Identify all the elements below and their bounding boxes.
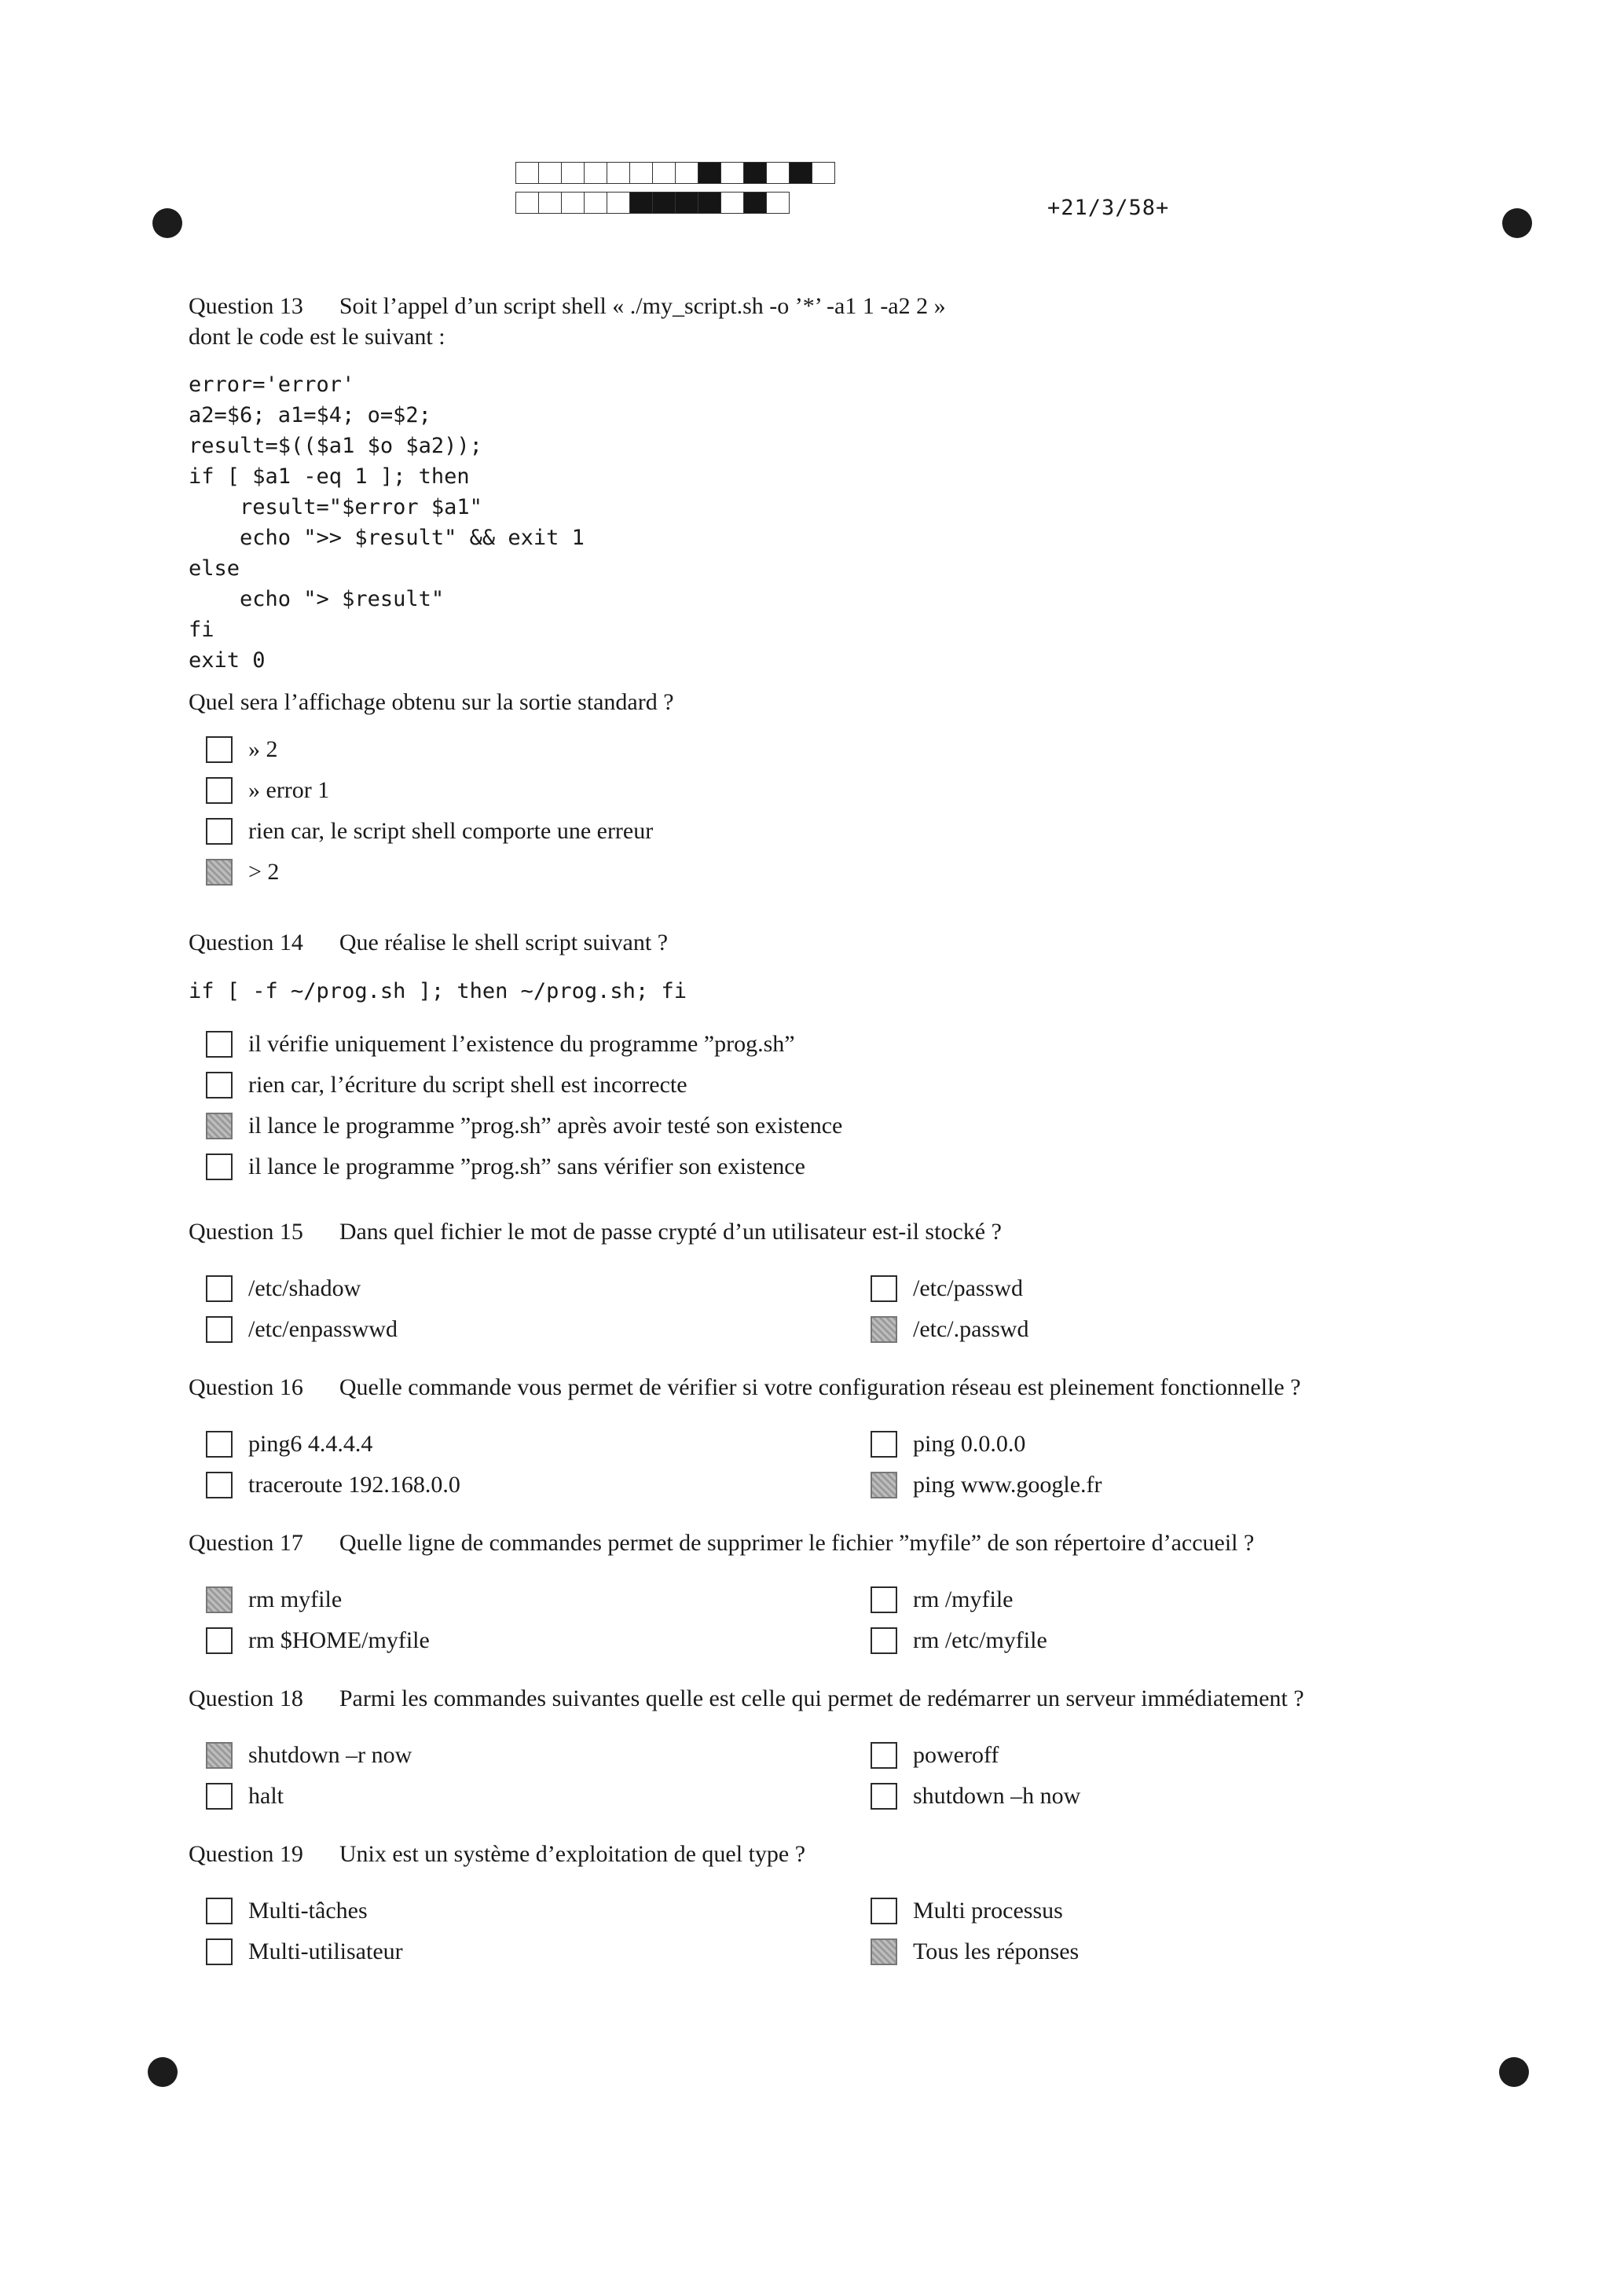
answer-label: Multi-tâches — [248, 1898, 368, 1924]
question-number: Question 13 — [189, 293, 303, 319]
answer-checkbox[interactable] — [871, 1472, 897, 1498]
barcode-cell — [584, 192, 607, 214]
answer-checkbox[interactable] — [206, 1154, 233, 1180]
barcode-cell — [812, 162, 835, 184]
answer-option — [189, 1268, 853, 1309]
answer-checkbox[interactable] — [206, 1031, 233, 1058]
barcode-cell — [743, 192, 767, 214]
answer-checkbox[interactable] — [871, 1431, 897, 1458]
answer-checkbox[interactable] — [871, 1742, 897, 1769]
answer-option — [853, 1309, 1403, 1350]
answer-checkbox[interactable] — [871, 1275, 897, 1302]
question-text: Parmi les commandes suivantes quelle est celle qui permet de redémarrer un serveur immédiatement ? — [339, 1685, 1304, 1711]
answer-label: rien car, le script shell comporte une erreur — [248, 818, 654, 844]
question-16 — [189, 1372, 1461, 1506]
barcode-cell — [789, 162, 812, 184]
question-header — [189, 1683, 1461, 1715]
registration-mark-top-left — [152, 208, 182, 238]
answer-option — [189, 852, 1461, 893]
code-listing: if [ -f ~/prog.sh ]; then ~/prog.sh; fi — [189, 979, 687, 1003]
question-14 — [189, 927, 1461, 1187]
barcode-cell — [515, 162, 539, 184]
answer-label: shutdown –h now — [913, 1783, 1081, 1809]
question-text: Dans quel fichier le mot de passe crypté d’un utilisateur est-il stocké ? — [339, 1219, 1002, 1245]
answer-label: shutdown –r now — [248, 1742, 412, 1768]
answer-option — [189, 1146, 1461, 1187]
answer-option — [853, 1579, 1403, 1620]
answer-option — [189, 811, 1461, 852]
answer-label: /etc/.passwd — [913, 1316, 1029, 1342]
answer-checkbox[interactable] — [871, 1316, 897, 1343]
question-text: Quelle ligne de commandes permet de supprimer le fichier ”myfile” de son répertoire d’accueil ? — [339, 1530, 1255, 1556]
answer-option — [853, 1735, 1403, 1776]
answer-checkbox[interactable] — [206, 1072, 233, 1098]
answer-label: ping www.google.fr — [913, 1472, 1102, 1498]
question-number: Question 16 — [189, 1374, 303, 1400]
answer-label: il lance le programme ”prog.sh” après avoir testé son existence — [248, 1113, 843, 1139]
question-17 — [189, 1528, 1461, 1661]
barcode-cell — [766, 162, 790, 184]
question-header — [189, 1372, 1461, 1403]
question-text: Unix est un système d’exploitation de quel type ? — [339, 1841, 806, 1867]
answer-option — [853, 1891, 1403, 1931]
answer-checkbox[interactable] — [206, 1898, 233, 1924]
barcode-cell — [652, 192, 676, 214]
question-18 — [189, 1683, 1461, 1817]
question-header — [189, 1839, 1461, 1870]
question-text: Soit l’appel d’un script shell « ./my_script.sh -o ’*’ -a1 1 -a2 2 » — [339, 293, 946, 319]
question-header — [189, 291, 1461, 322]
question-number: Question 14 — [189, 930, 303, 955]
answer-option — [189, 729, 1461, 770]
answer-option — [853, 1931, 1403, 1972]
answer-checkbox[interactable] — [206, 1275, 233, 1302]
answer-option — [853, 1776, 1403, 1817]
question-19 — [189, 1839, 1461, 1972]
answer-checkbox[interactable] — [206, 777, 233, 804]
answer-checkbox[interactable] — [206, 818, 233, 845]
answer-list — [189, 1579, 1461, 1661]
barcode-cell — [629, 192, 653, 214]
answer-option — [853, 1465, 1403, 1506]
barcode-cell — [538, 192, 562, 214]
answer-label: traceroute 192.168.0.0 — [248, 1472, 460, 1498]
barcode-cell — [766, 192, 790, 214]
barcode-cell — [675, 162, 698, 184]
question-header — [189, 927, 1461, 959]
question-number: Question 18 — [189, 1685, 303, 1711]
answer-label: /etc/passwd — [913, 1275, 1023, 1301]
barcode-cell — [607, 162, 630, 184]
barcode-cell — [561, 162, 585, 184]
answer-option — [189, 1735, 853, 1776]
answer-checkbox[interactable] — [206, 1627, 233, 1654]
answer-checkbox[interactable] — [871, 1586, 897, 1613]
question-number: Question 19 — [189, 1841, 303, 1867]
barcode-cell — [561, 192, 585, 214]
answer-checkbox[interactable] — [206, 1742, 233, 1769]
answer-list — [189, 1424, 1461, 1506]
answer-label: > 2 — [248, 859, 280, 885]
question-header — [189, 1216, 1461, 1248]
answer-list — [189, 1268, 1461, 1350]
barcode-cell — [675, 192, 698, 214]
answer-label: il vérifie uniquement l’existence du programme ”prog.sh” — [248, 1031, 795, 1057]
barcode-cell — [629, 162, 653, 184]
answer-option — [853, 1424, 1403, 1465]
answer-label: poweroff — [913, 1742, 999, 1768]
barcode-cell — [743, 162, 767, 184]
barcode-cell — [652, 162, 676, 184]
answer-option — [189, 1891, 853, 1931]
answer-option — [189, 1424, 853, 1465]
answer-label: » 2 — [248, 736, 278, 762]
answer-label: halt — [248, 1783, 284, 1809]
answer-checkbox[interactable] — [871, 1783, 897, 1810]
answer-option — [853, 1620, 1403, 1661]
answer-label: rm myfile — [248, 1586, 343, 1612]
barcode-cell — [515, 192, 539, 214]
answer-label: /etc/enpasswwd — [248, 1316, 398, 1342]
barcode-row — [515, 162, 834, 185]
answer-checkbox[interactable] — [871, 1898, 897, 1924]
answer-checkbox[interactable] — [206, 1586, 233, 1613]
answer-label: rm $HOME/myfile — [248, 1627, 430, 1653]
question-prompt: Quel sera l’affichage obtenu sur la sortie standard ? — [189, 689, 674, 715]
barcode-cell — [538, 162, 562, 184]
answer-checkbox[interactable] — [206, 1783, 233, 1810]
answer-checkbox[interactable] — [206, 859, 233, 886]
answer-label: rm /etc/myfile — [913, 1627, 1047, 1653]
registration-mark-bottom-left — [148, 2057, 178, 2087]
answer-label: » error 1 — [248, 777, 330, 803]
answer-option — [189, 770, 1461, 811]
question-text: Que réalise le shell script suivant ? — [339, 930, 669, 955]
barcode-row — [515, 192, 834, 215]
answer-option — [853, 1268, 1403, 1309]
barcode-cell — [698, 162, 721, 184]
answer-label: Multi-utilisateur — [248, 1938, 403, 1964]
question-text: Quelle commande vous permet de vérifier si votre configuration réseau est pleinement fonctionnelle ? — [339, 1374, 1301, 1400]
answer-list — [189, 1024, 1461, 1187]
answer-option — [189, 1106, 1461, 1146]
barcode-cell — [584, 162, 607, 184]
answer-label: /etc/shadow — [248, 1275, 361, 1301]
barcode-cell — [720, 162, 744, 184]
answer-list — [189, 729, 1461, 893]
question-number: Question 15 — [189, 1219, 303, 1245]
question-header — [189, 1528, 1461, 1559]
registration-mark-top-right — [1502, 208, 1532, 238]
answer-checkbox[interactable] — [206, 736, 233, 763]
answer-option — [189, 1065, 1461, 1106]
answer-checkbox[interactable] — [206, 1316, 233, 1343]
question-number: Question 17 — [189, 1530, 303, 1556]
answer-checkbox[interactable] — [206, 1938, 233, 1965]
page-identifier: +21/3/58+ — [1047, 196, 1170, 220]
answer-label: Multi processus — [913, 1898, 1063, 1924]
registration-mark-bottom-right — [1499, 2057, 1529, 2087]
answer-checkbox[interactable] — [206, 1431, 233, 1458]
answer-label: rien car, l’écriture du script shell est incorrecte — [248, 1072, 687, 1098]
question-15 — [189, 1216, 1461, 1350]
answer-list — [189, 1735, 1461, 1817]
question-13 — [189, 291, 1461, 893]
answer-list — [189, 1891, 1461, 1972]
answer-label: il lance le programme ”prog.sh” sans vérifier son existence — [248, 1154, 805, 1179]
page-barcode — [515, 162, 834, 222]
answer-checkbox[interactable] — [206, 1472, 233, 1498]
answer-option — [189, 1776, 853, 1817]
answer-option — [189, 1579, 853, 1620]
answer-label: ping 0.0.0.0 — [913, 1431, 1026, 1457]
answer-label: ping6 4.4.4.4 — [248, 1431, 373, 1457]
answer-checkbox[interactable] — [871, 1627, 897, 1654]
answer-option — [189, 1620, 853, 1661]
code-listing: error='error' a2=$6; a1=$4; o=$2; result=$(($a1 $o $a2)); if [ $a1 -eq 1 ]; then result="$error $a1" echo ">> $result" && exit 1 else echo "> $result" fi exit 0 — [189, 372, 585, 673]
answer-checkbox[interactable] — [871, 1938, 897, 1965]
answer-option — [189, 1931, 853, 1972]
barcode-cell — [720, 192, 744, 214]
answer-checkbox[interactable] — [206, 1113, 233, 1139]
answer-label: Tous les réponses — [913, 1938, 1080, 1964]
answer-option — [189, 1465, 853, 1506]
answer-label: rm /myfile — [913, 1586, 1014, 1612]
answer-option — [189, 1024, 1461, 1065]
question-text-continued: dont le code est le suivant : — [189, 324, 445, 350]
barcode-cell — [607, 192, 630, 214]
answer-option — [189, 1309, 853, 1350]
barcode-cell — [698, 192, 721, 214]
